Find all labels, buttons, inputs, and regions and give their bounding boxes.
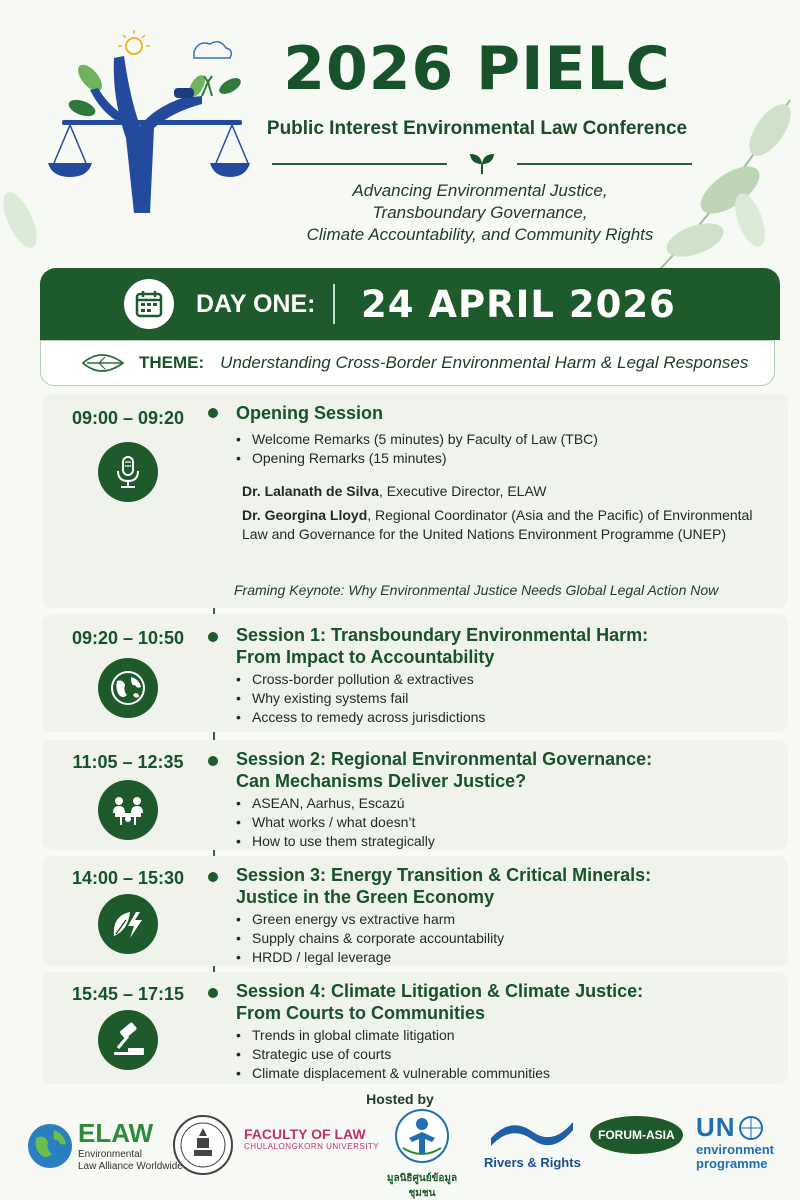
list-item: • Why existing systems fail	[236, 689, 485, 708]
host-logos	[0, 1108, 800, 1199]
timeline-dot	[208, 988, 218, 998]
leaf-bolt-icon	[98, 894, 158, 954]
leaf-icon	[81, 351, 125, 375]
list-item: • How to use them strategically	[236, 832, 435, 851]
conference-tagline: Advancing Environmental Justice, Transboundary Governance, Climate Accountability, and Community Rights	[306, 181, 654, 244]
session-time: 11:05 – 12:35	[72, 752, 184, 772]
day-label: DAY ONE:	[196, 289, 316, 318]
session-title: Opening Session	[236, 403, 384, 423]
list-item: • Cross-border pollution & extractives	[236, 670, 485, 689]
session-1-card	[42, 614, 788, 732]
session-title: Session 1: Transboundary Environmental Harm: From Impact to Accountability	[236, 625, 649, 667]
session-time: 15:45 – 17:15	[71, 984, 185, 1004]
session-time: 09:20 – 10:50	[71, 628, 185, 648]
list-item: • Access to remedy across jurisdictions	[236, 708, 485, 727]
microphone-icon	[98, 442, 158, 502]
speaker-1: Dr. Lalanath de Silva, Executive Director, ELAW	[242, 483, 547, 499]
session-bullets	[236, 670, 485, 727]
un-emblem-icon	[738, 1115, 764, 1141]
list-item: • ASEAN, Aarhus, Escazú	[236, 794, 435, 813]
rivers-and-rights-logo: Rivers & Rights	[484, 1114, 581, 1170]
timeline-dot	[208, 408, 218, 418]
hosted-by-label: Hosted by	[366, 1091, 434, 1107]
title-divider	[272, 150, 692, 176]
conference-subtitle: Public Interest Environmental Law Conference	[266, 118, 688, 139]
theme-text: Understanding Cross-Border Environmental Harm & Legal Responses	[220, 353, 749, 372]
cro-logo: มูลนิธิศูนย์ข้อมูลชุมชน	[382, 1108, 462, 1200]
globe-icon	[26, 1122, 74, 1170]
session-time: 14:00 – 15:30	[71, 868, 185, 888]
session-bullets	[236, 910, 504, 967]
meeting-icon	[98, 780, 158, 840]
theme-bar	[40, 340, 775, 386]
sprout-icon	[467, 150, 497, 176]
speaker-2: Dr. Georgina Lloyd, Regional Coordinator (Asia and the Pacific) of Environmental Law and Governance for the United Nations Environment Programme (UNEP)	[242, 507, 753, 542]
un-environment-logo: UN environment programme	[696, 1112, 775, 1171]
session-title: Session 4: Climate Litigation & Climate Justice: From Courts to Communities	[236, 981, 644, 1023]
theme-label: THEME:	[139, 353, 205, 372]
session-title: Session 2: Regional Environmental Governance: Can Mechanisms Deliver Justice?	[236, 749, 653, 791]
session-2-card	[42, 740, 788, 850]
day-date: 24 APRIL 2026	[360, 282, 676, 326]
list-item: • Green energy vs extractive harm	[236, 910, 504, 929]
session-3-card	[42, 856, 788, 966]
timeline-dot	[208, 756, 218, 766]
session-time: 09:00 – 09:20	[71, 408, 185, 428]
list-item: • Supply chains & corporate accountability	[236, 929, 504, 948]
list-item: • Welcome Remarks (5 minutes) by Faculty of Law (TBC)	[236, 430, 598, 449]
pielc-tree-scales-logo	[42, 28, 252, 218]
list-item: • Trends in global climate litigation	[236, 1026, 550, 1045]
calendar-icon	[124, 279, 174, 329]
session-bullets	[236, 1026, 550, 1083]
forum-asia-logo: FORUM-ASIA	[590, 1126, 683, 1144]
framing-keynote: Framing Keynote: Why Environmental Justice Needs Global Legal Action Now	[234, 582, 719, 598]
session-title: Session 3: Energy Transition & Critical Minerals: Justice in the Green Economy	[236, 865, 652, 907]
list-item: • Climate displacement & vulnerable communities	[236, 1064, 550, 1083]
session-bullets	[236, 794, 435, 851]
timeline-dot	[208, 632, 218, 642]
list-item: • HRDD / legal leverage	[236, 948, 504, 967]
faculty-of-law-logo: FACULTY OF LAW CHULALONGKORN UNIVERSITY	[244, 1126, 380, 1151]
list-item: • Opening Remarks (15 minutes)	[236, 449, 598, 468]
elaw-logo: ELAW Environmental Law Alliance Worldwide	[26, 1118, 183, 1173]
wave-icon	[489, 1114, 575, 1150]
list-item: • What works / what doesn’t	[236, 813, 435, 832]
chulalongkorn-seal-icon	[172, 1114, 234, 1176]
list-item: • Strategic use of courts	[236, 1045, 550, 1064]
globe-icon	[98, 658, 158, 718]
day-banner	[40, 268, 780, 340]
timeline-dot	[208, 872, 218, 882]
session-bullets	[236, 430, 598, 468]
session-4-card	[42, 972, 788, 1084]
community-icon	[389, 1108, 455, 1166]
gavel-icon	[98, 1010, 158, 1070]
conference-title: 2026 PIELC	[283, 34, 671, 104]
opening-session-card	[42, 394, 788, 608]
day-separator	[333, 284, 335, 324]
